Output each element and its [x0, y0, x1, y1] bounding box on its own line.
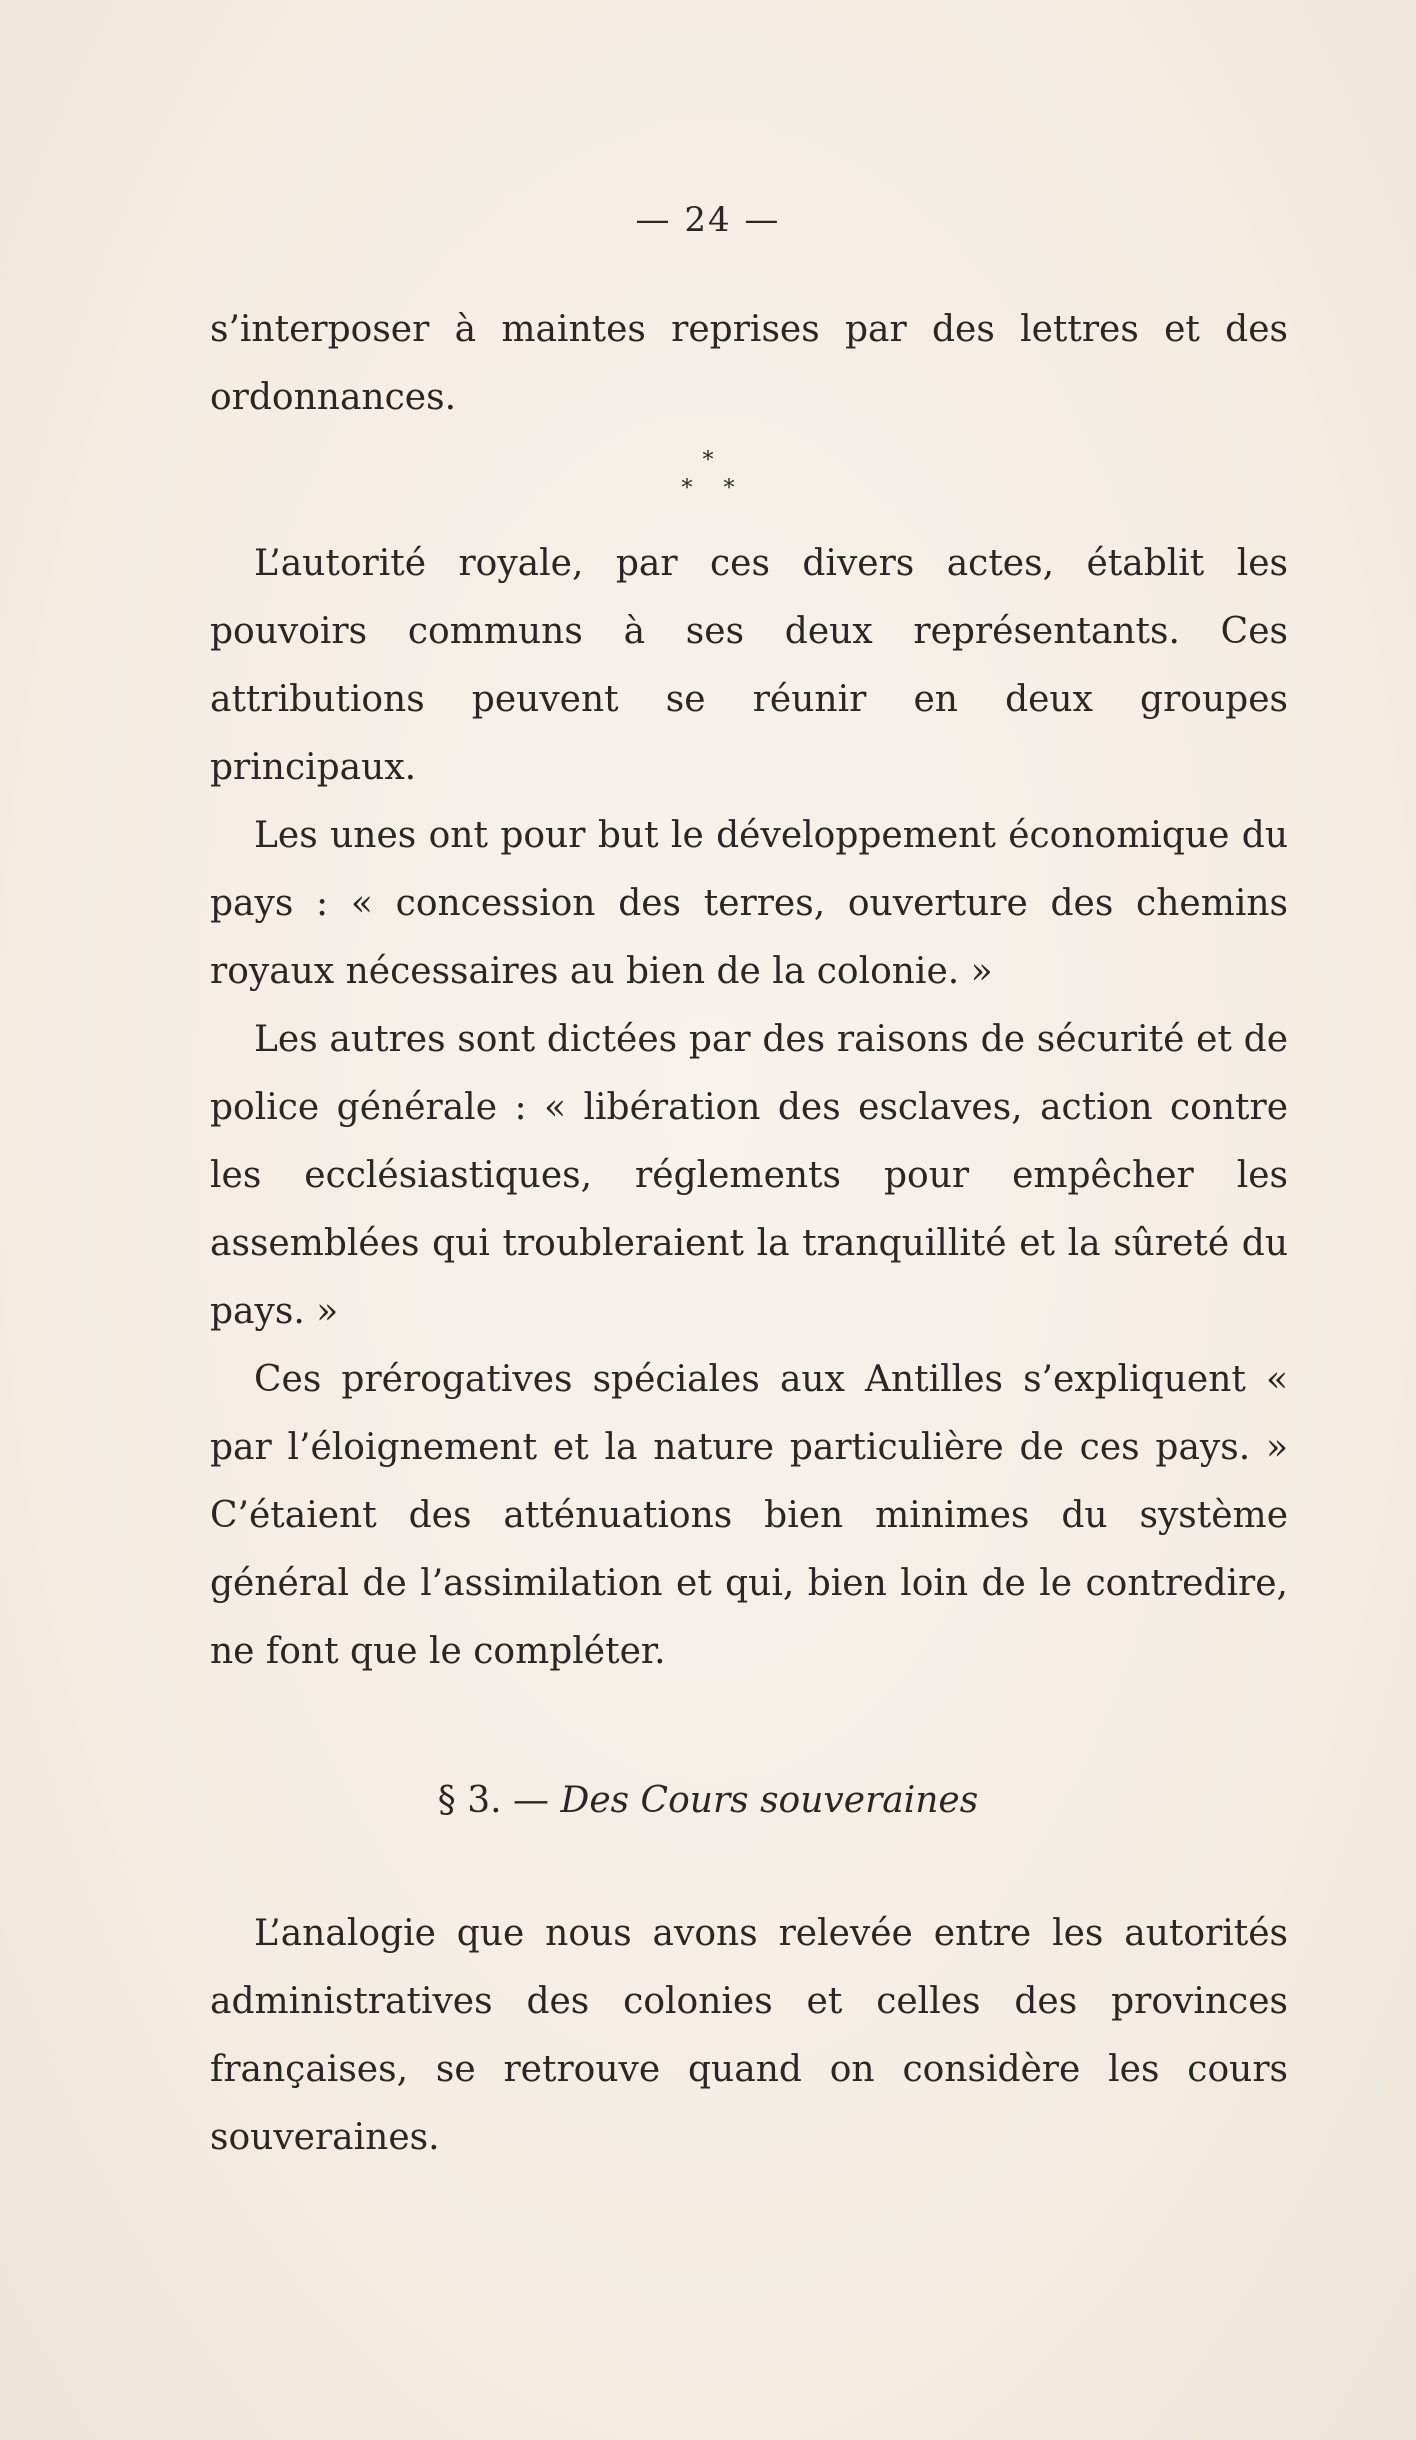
continuation-block [210, 296, 1288, 432]
section-title: Des Cours souveraines [560, 1780, 979, 1821]
paragraph-economic: Les unes ont pour but le développement économique du pays : « concession des terres, ouverture des chemins royaux nécessaires au bien de la colonie. » [210, 815, 1288, 992]
main-text-block [210, 530, 1288, 1686]
paragraph-analogy: L’analogie que nous avons relevée entre les autorités administratives des colonies et celles des provinces françaises, se retrouve quand on considère les cours souveraines. [210, 1913, 1288, 2158]
paragraph-prerogatives: Ces prérogatives spéciales aux Antilles s’expliquent « par l’éloignement et la nature particulière de ces pays. » C’étaient des atténuations bien minimes du système général de l’assimilation et qui, bien loin de le contredire, ne font que le compléter. [210, 1359, 1288, 1672]
asterism-bottom: * * [681, 476, 747, 501]
section-number: § 3. — [437, 1780, 550, 1821]
paragraph-royal-authority: L’autorité royale, par ces divers actes, établit les pouvoirs communs à ses deux représentants. Ces attributions peuvent se réunir en deux groupes principaux. [210, 543, 1288, 788]
paragraph-security: Les autres sont dictées par des raisons de sécurité et de police générale : « libération des esclaves, action contre les ecclésiastiques, réglements pour empêcher les assemblées qui troubleraient la tranquillité et la sûreté du pays. » [210, 1019, 1288, 1332]
section-text-block [210, 1900, 1288, 2172]
continuation-paragraph: s’interposer à maintes reprises par des lettres et des ordonnances. [210, 309, 1288, 418]
page-number: — 24 — [635, 200, 781, 240]
section-heading [0, 1780, 1416, 1821]
asterism-top: * [702, 448, 714, 473]
asterism-separator [0, 450, 1416, 500]
